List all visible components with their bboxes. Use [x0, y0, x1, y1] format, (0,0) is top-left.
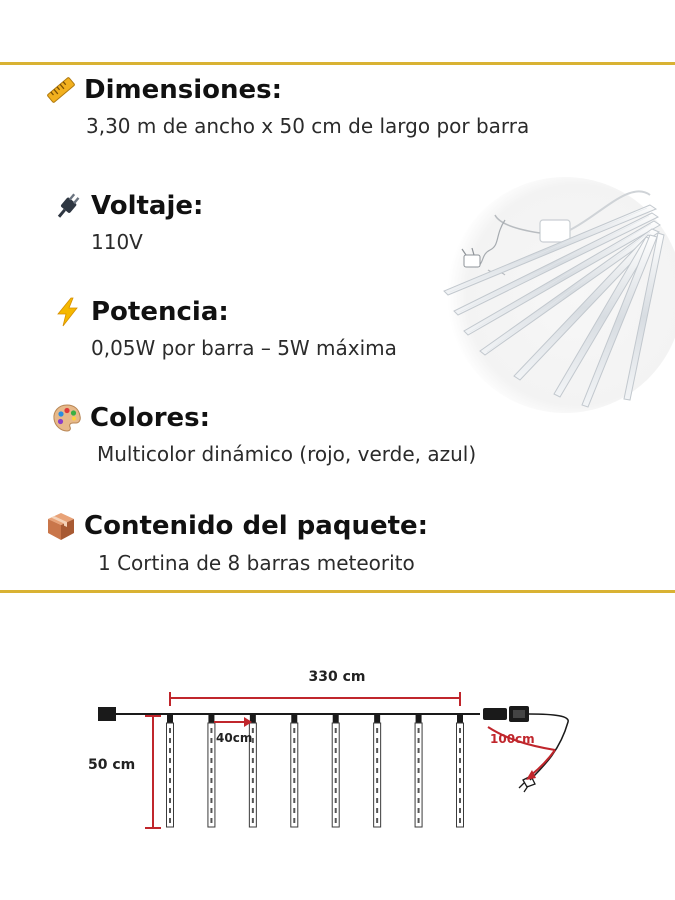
cable-measure — [488, 727, 555, 780]
product-photo — [440, 175, 675, 420]
plug-icon — [53, 191, 83, 221]
width-measure — [170, 669, 460, 706]
spec-voltage-value: 110V — [91, 230, 143, 254]
spec-colors-title-row — [52, 401, 476, 435]
output-cable — [529, 714, 568, 780]
spec-power-title-row — [53, 295, 397, 329]
top-divider — [0, 62, 675, 65]
height-label: 50 cm — [88, 757, 136, 773]
spec-power-value: 0,05W por barra – 5W máxima — [91, 336, 397, 360]
input-connector — [98, 707, 116, 721]
width-label: 330 cm — [308, 669, 366, 685]
meteor-bar — [374, 714, 381, 827]
spec-package — [46, 509, 428, 577]
meteor-bar — [291, 714, 298, 827]
height-measure — [88, 716, 161, 828]
spec-package-title: Contenido del paquete: — [84, 511, 429, 541]
spec-colors-value: Multicolor dinámico (rojo, verde, azul) — [97, 442, 477, 466]
spec-dimensions-value: 3,30 m de ancho x 50 cm de largo por barra — [86, 114, 530, 138]
bottom-divider — [0, 590, 675, 593]
spec-dimensions — [46, 73, 529, 140]
spec-dimensions-title-row — [46, 73, 529, 107]
spec-colors — [52, 401, 476, 468]
spacing-measure — [214, 717, 252, 745]
lightning-icon — [53, 297, 83, 327]
spec-voltage-title-row — [53, 189, 203, 223]
spec-package-value: 1 Cortina de 8 barras meteorito — [98, 551, 415, 575]
dimension-diagram — [0, 650, 675, 850]
meteor-bar — [332, 714, 339, 827]
spec-power — [53, 295, 397, 362]
spec-colors-title: Colores: — [90, 403, 211, 433]
spec-voltage — [53, 189, 203, 256]
spacing-label: 40cm — [216, 731, 253, 745]
spec-package-title-row — [46, 509, 428, 543]
meteor-bar — [167, 714, 174, 827]
package-icon — [46, 511, 76, 541]
meteor-bar — [457, 714, 464, 827]
spec-dimensions-title: Dimensiones: — [84, 75, 282, 105]
cable-label: 100cm — [490, 732, 535, 746]
spec-voltage-title: Voltaje: — [91, 191, 204, 221]
output-connector — [483, 706, 529, 722]
spec-power-title: Potencia: — [91, 297, 229, 327]
ruler-icon — [46, 75, 76, 105]
meteor-bar — [208, 714, 215, 827]
palette-icon — [52, 403, 82, 433]
meteor-bar — [415, 714, 422, 827]
